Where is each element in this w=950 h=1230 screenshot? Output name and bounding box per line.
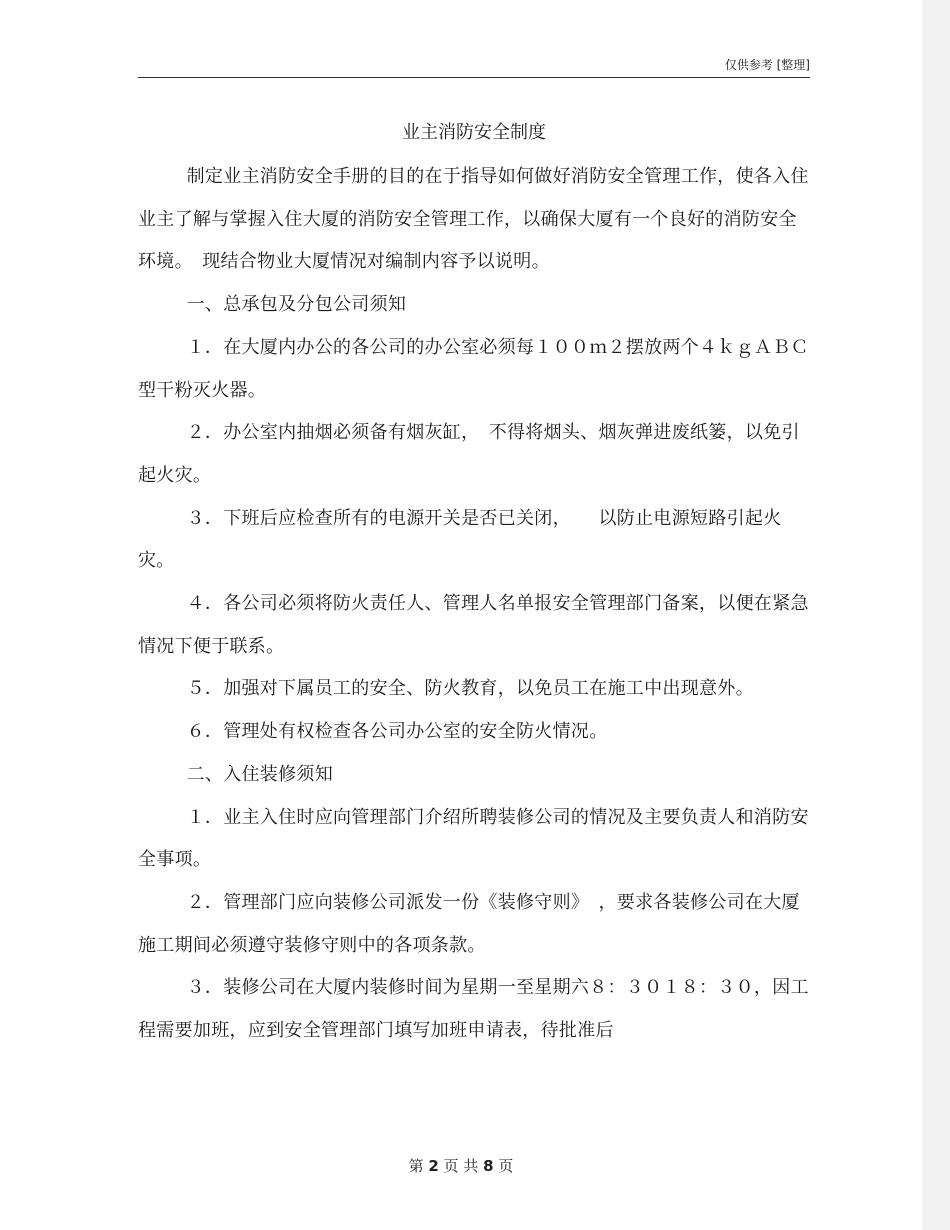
section-heading-1: 一、总承包及分包公司须知: [186, 294, 407, 316]
list-item: ４．各公司必须将防火责任人、管理人名单报安全管理部门备案，以便在紧急情况下便于联系。: [138, 593, 809, 657]
document-title: 业主消防安全制度: [402, 122, 546, 143]
list-item: １．在大厦内办公的各公司的办公室必须每１００ｍ２摆放两个４ｋｇＡＢＣ型干粉灭火器。: [138, 336, 809, 401]
footer-page-number: 2: [428, 1157, 439, 1175]
page-footer: [0, 1155, 922, 1176]
list-item: ２．管理部门应向装修公司派发一份《装修守则》 ，要求各装修公司在大厦施工期间必须遵守装修守则中的各项条款。: [138, 891, 800, 956]
footer-prefix: 第: [408, 1157, 424, 1175]
list-item: ３．装修公司在大厦内装修时间为星期一至星期六８：３０１８：３０，因工程需要加班，应到安全管理部门填写加班申请表，待批准后: [138, 977, 809, 1042]
page-header: 仅供参考 [整理]: [724, 58, 810, 72]
footer-middle: 页 共: [443, 1157, 479, 1175]
footer-suffix: 页: [498, 1157, 514, 1175]
list-item: ２．办公室内抽烟必须备有烟灰缸， 不得将烟头、烟灰弹进废纸篓，以免引起火灾。: [138, 422, 800, 486]
section-heading-2: 二、入住装修须知: [186, 763, 333, 785]
paragraph-intro: 制定业主消防安全手册的目的在于指导如何做好消防安全管理工作，使各入住业主了解与掌握入住大厦的消防安全管理工作，以确保大厦有一个良好的消防安全环境。 现结合物业大厦情况对编制内容予以说明。: [138, 166, 809, 273]
document-body: [138, 156, 810, 1053]
list-item: １．业主入住时应向管理部门介绍所聘装修公司的情况及主要负责人和消防安全事项。: [138, 806, 809, 871]
footer-total-pages: 8: [483, 1157, 494, 1175]
list-item: ３．下班后应检查所有的电源开关是否已关闭， 以防止电源短路引起火灾。: [138, 507, 782, 572]
list-item: ５．加强对下属员工的安全、防火教育，以免员工在施工中出现意外。: [186, 678, 754, 700]
list-item: ６．管理处有权检查各公司办公室的安全防火情况。: [186, 721, 608, 743]
header-rule: [138, 77, 810, 78]
